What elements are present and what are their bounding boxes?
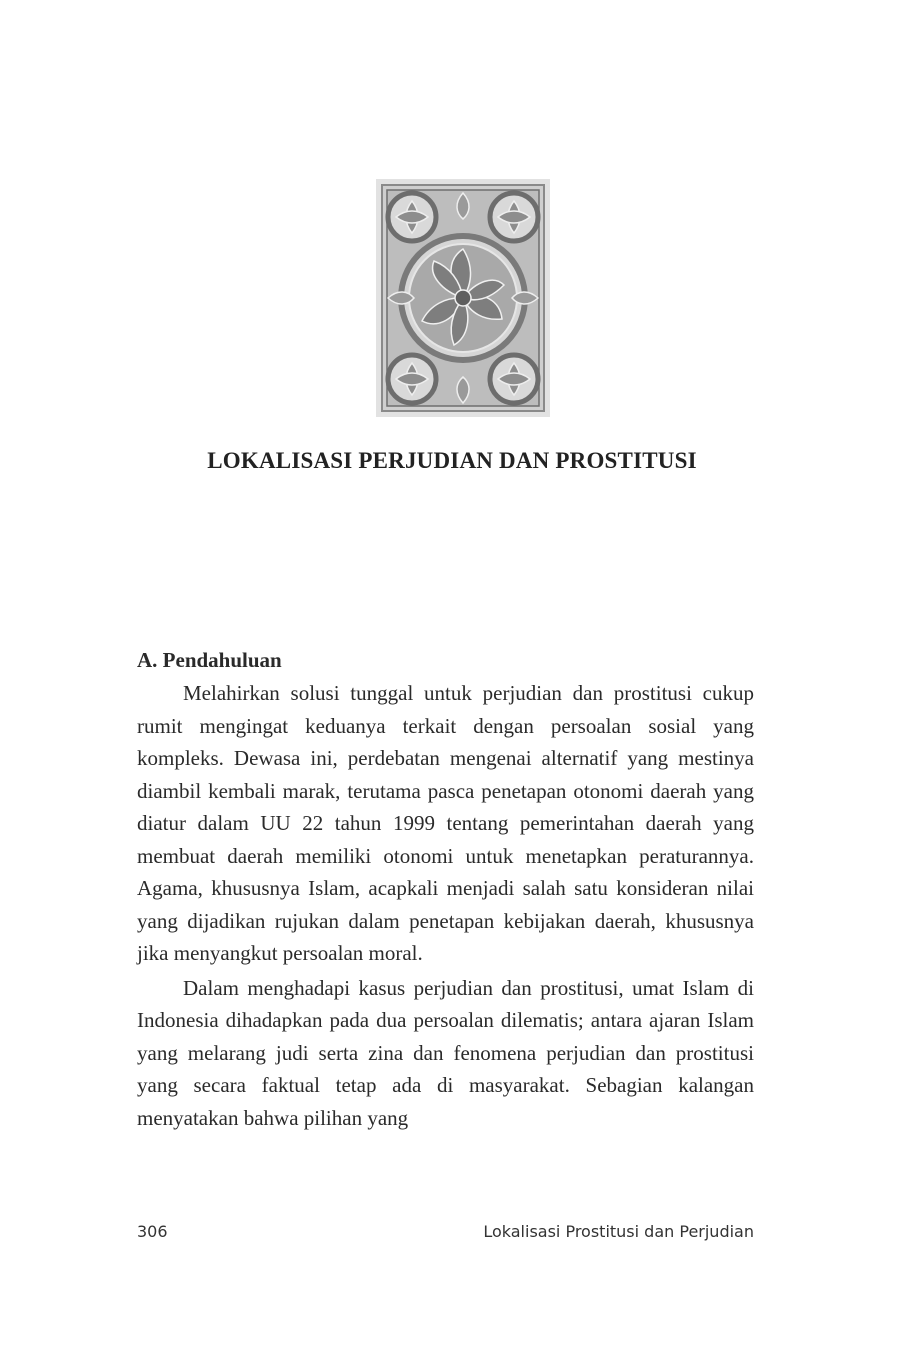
main-content — [137, 643, 754, 1136]
running-title: Lokalisasi Prostitusi dan Perjudian — [483, 1222, 754, 1241]
paragraph-1: Melahirkan solusi tunggal untuk perjudian dan prostitusi cukup rumit mengingat keduanya terkait dengan persoalan sosial yang kompleks. Dewasa ini, perdebatan mengenai alternatif yang mestinya diambil kembali marak, terutama pasca penetapan otonomi daerah yang diatur dalam UU 22 tahun 1999 tentang pemerintahan daerah yang membuat daerah memiliki otonomi untuk menetapkan peraturannya. Agama, khususnya Islam, acapkali menjadi salah satu konsideran nilai yang dijadikan rujukan dalam penetapan kebijakan daerah, khususnya jika menyangkut persoalan moral. — [137, 681, 754, 965]
chapter-title: LOKALISASI PERJUDIAN DAN PROSTITUSI — [207, 448, 697, 473]
floral-ornament-icon — [376, 179, 550, 417]
section-heading: A. Pendahuluan — [137, 648, 282, 672]
paragraph-2: Dalam menghadapi kasus perjudian dan prostitusi, umat Islam di Indonesia dihadapkan pada dua persoalan dilematis; antara ajaran Islam yang melarang judi serta zina dan fenomena perjudian dan prostitusi yang secara faktual tetap ada di masyarakat. Sebagian kalangan menyatakan bahwa pilihan yang — [137, 975, 754, 1130]
page-number: 306 — [137, 1222, 168, 1241]
